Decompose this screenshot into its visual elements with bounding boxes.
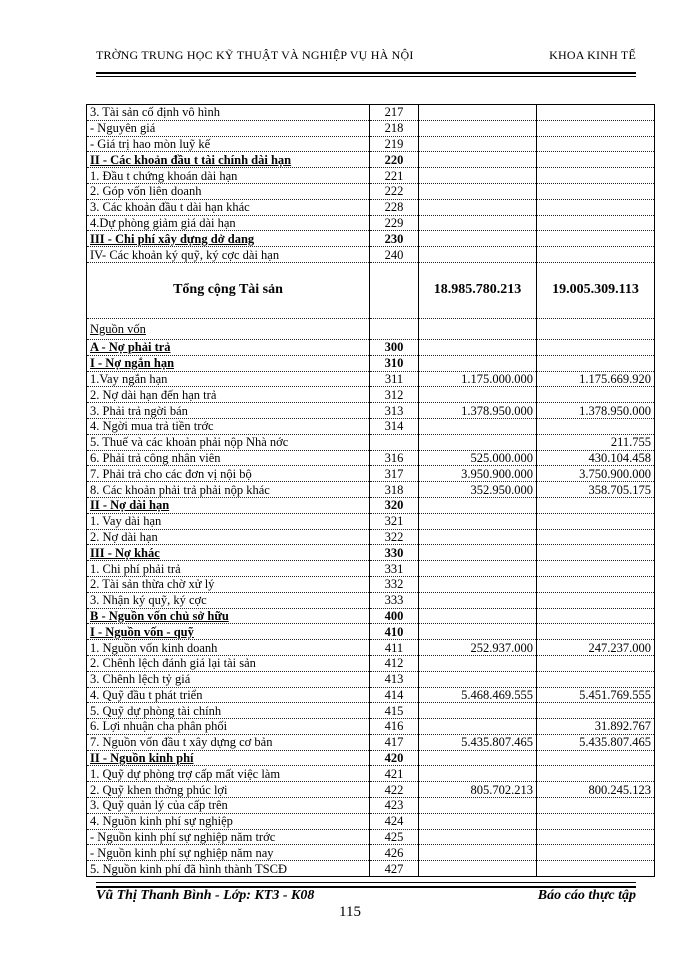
table-row (87, 183, 655, 199)
department-name: KHOA KINH TẾ (549, 48, 636, 62)
row-start-value: 1.175.000.000 (419, 371, 537, 387)
row-start-value (419, 766, 537, 782)
table-row (87, 545, 655, 561)
row-end-value: 19.005.309.113 (537, 262, 655, 318)
row-label: - Nguồn kinh phí sự nghiệp năm trớc (87, 829, 370, 845)
page-number: 115 (339, 904, 361, 920)
row-code: 217 (370, 105, 419, 121)
row-code (370, 434, 419, 450)
row-start-value (419, 355, 537, 371)
row-end-value (537, 813, 655, 829)
row-label: 4. Ngời mua trả tiền trớc (87, 418, 370, 434)
row-label: II - Các khoản đầu t tài chính dài hạn (87, 152, 370, 168)
table-row (87, 497, 655, 513)
row-label: 2. Quỹ khen thởng phúc lợi (87, 782, 370, 798)
row-start-value (419, 231, 537, 247)
table-row (87, 734, 655, 750)
row-code: 333 (370, 592, 419, 608)
row-start-value (419, 719, 537, 735)
row-start-value (419, 199, 537, 215)
row-start-value (419, 387, 537, 403)
row-end-value (537, 497, 655, 513)
row-label: 2. Nợ dài hạn (87, 529, 370, 545)
row-start-value (419, 529, 537, 545)
row-code: 412 (370, 655, 419, 671)
row-start-value: 525.000.000 (419, 450, 537, 466)
table-row (87, 371, 655, 387)
row-start-value (419, 513, 537, 529)
row-start-value (419, 105, 537, 121)
row-end-value: 211.755 (537, 434, 655, 450)
table-row (87, 798, 655, 814)
row-code: 222 (370, 183, 419, 199)
row-start-value (419, 829, 537, 845)
row-start-value: 805.702.213 (419, 782, 537, 798)
row-code: 317 (370, 466, 419, 482)
row-code: 322 (370, 529, 419, 545)
row-label: 5. Thuế và các khoản phải nộp Nhà nớc (87, 434, 370, 450)
row-start-value: 5.468.469.555 (419, 687, 537, 703)
row-start-value (419, 798, 537, 814)
row-label: 7. Phải trả cho các đơn vị nội bộ (87, 466, 370, 482)
row-start-value (419, 215, 537, 231)
table-row (87, 450, 655, 466)
row-label: 7. Nguồn vốn đầu t xây dựng cơ bản (87, 734, 370, 750)
table-row (87, 262, 655, 318)
row-start-value: 1.378.950.000 (419, 403, 537, 419)
table-row (87, 813, 655, 829)
row-start-value (419, 434, 537, 450)
row-start-value (419, 120, 537, 136)
row-start-value (419, 624, 537, 640)
table-row (87, 120, 655, 136)
row-start-value (419, 861, 537, 877)
row-code: 316 (370, 450, 419, 466)
row-code: 410 (370, 624, 419, 640)
row-start-value (419, 152, 537, 168)
author-line: Vũ Thị Thanh Bình - Lớp: KT3 - K08 (96, 888, 315, 903)
row-code: 425 (370, 829, 419, 845)
row-label: 1. Đầu t chứng khoán dài hạn (87, 168, 370, 184)
row-code: 219 (370, 136, 419, 152)
row-code: 415 (370, 703, 419, 719)
row-code: 421 (370, 766, 419, 782)
row-label: 2. Góp vốn liên doanh (87, 183, 370, 199)
row-code: 240 (370, 247, 419, 263)
row-end-value (537, 152, 655, 168)
row-start-value (419, 592, 537, 608)
row-start-value (419, 845, 537, 861)
row-code (370, 262, 419, 318)
row-start-value (419, 545, 537, 561)
table-row (87, 466, 655, 482)
table-row (87, 640, 655, 656)
table-row (87, 105, 655, 121)
row-label: II - Nợ dài hạn (87, 497, 370, 513)
row-start-value: 352.950.000 (419, 482, 537, 498)
row-end-value (537, 387, 655, 403)
row-end-value: 358.705.175 (537, 482, 655, 498)
table-row (87, 387, 655, 403)
row-code: 417 (370, 734, 419, 750)
row-label: Tổng cộng Tài sản (87, 262, 370, 318)
report-title: Báo cáo thực tập (537, 888, 636, 903)
row-end-value: 1.175.669.920 (537, 371, 655, 387)
row-end-value: 31.892.767 (537, 719, 655, 735)
table-row (87, 655, 655, 671)
row-label: 6. Phải trả công nhân viên (87, 450, 370, 466)
row-label: 2. Nợ dài hạn đến hạn trả (87, 387, 370, 403)
row-code: 331 (370, 561, 419, 577)
row-end-value (537, 120, 655, 136)
row-code: 330 (370, 545, 419, 561)
row-label: I - Nguồn vốn - quỹ (87, 624, 370, 640)
row-label: 8. Các khoản phải trả phải nộp khác (87, 482, 370, 498)
row-start-value: 5.435.807.465 (419, 734, 537, 750)
row-end-value: 5.435.807.465 (537, 734, 655, 750)
table-row (87, 355, 655, 371)
row-start-value (419, 247, 537, 263)
row-end-value (537, 750, 655, 766)
row-label: 4. Quỹ đầu t phát triển (87, 687, 370, 703)
row-end-value (537, 318, 655, 339)
table-row (87, 529, 655, 545)
row-end-value (537, 529, 655, 545)
row-end-value (537, 136, 655, 152)
row-label: 3. Quỹ quản lý của cấp trên (87, 798, 370, 814)
row-label: 1. Chi phí phải trả (87, 561, 370, 577)
table-row (87, 434, 655, 450)
row-end-value (537, 655, 655, 671)
row-start-value: 252.937.000 (419, 640, 537, 656)
footer-rule-thin (96, 882, 636, 883)
row-label: 1. Nguồn vốn kinh doanh (87, 640, 370, 656)
row-code: 414 (370, 687, 419, 703)
row-code: 218 (370, 120, 419, 136)
table-row (87, 418, 655, 434)
row-start-value (419, 703, 537, 719)
table-row (87, 561, 655, 577)
table-row (87, 845, 655, 861)
row-end-value: 247.237.000 (537, 640, 655, 656)
balance-sheet-table (86, 104, 655, 877)
row-label: 1. Quỹ dự phòng trợ cấp mất việc làm (87, 766, 370, 782)
row-label: A - Nợ phải trả (87, 339, 370, 355)
row-label: 4.Dự phòng giảm giá dài hạn (87, 215, 370, 231)
row-label: III - Chi phí xây dựng dở dang (87, 231, 370, 247)
row-end-value (537, 703, 655, 719)
row-start-value (419, 750, 537, 766)
table-row (87, 231, 655, 247)
row-code: 423 (370, 798, 419, 814)
row-end-value (537, 624, 655, 640)
table-row (87, 687, 655, 703)
row-label: - Nguồn kinh phí sự nghiệp năm nay (87, 845, 370, 861)
row-end-value (537, 215, 655, 231)
row-code: 229 (370, 215, 419, 231)
row-code: 422 (370, 782, 419, 798)
row-start-value: 3.950.900.000 (419, 466, 537, 482)
table-row (87, 215, 655, 231)
row-label: II - Nguồn kinh phí (87, 750, 370, 766)
row-end-value (537, 105, 655, 121)
row-end-value (537, 231, 655, 247)
row-end-value (537, 798, 655, 814)
row-end-value (537, 355, 655, 371)
row-end-value: 800.245.123 (537, 782, 655, 798)
row-code: 320 (370, 497, 419, 513)
row-label: - Nguyên giá (87, 120, 370, 136)
row-code: 312 (370, 387, 419, 403)
row-label: IV- Các khoản ký quỹ, ký cợc dài hạn (87, 247, 370, 263)
row-code: 220 (370, 152, 419, 168)
row-start-value (419, 576, 537, 592)
row-code: 300 (370, 339, 419, 355)
row-code: 310 (370, 355, 419, 371)
table-row (87, 766, 655, 782)
row-start-value (419, 813, 537, 829)
row-start-value: 18.985.780.213 (419, 262, 537, 318)
table-row (87, 608, 655, 624)
header-rule-thin (96, 76, 636, 77)
table-row (87, 782, 655, 798)
row-label: 1. Vay dài hạn (87, 513, 370, 529)
row-label: 3. Nhận ký quỹ, ký cợc (87, 592, 370, 608)
row-start-value (419, 183, 537, 199)
row-end-value (537, 861, 655, 877)
row-end-value (537, 247, 655, 263)
table-row (87, 136, 655, 152)
table-row (87, 247, 655, 263)
row-start-value (419, 168, 537, 184)
row-end-value (537, 545, 655, 561)
row-end-value (537, 829, 655, 845)
row-start-value (419, 561, 537, 577)
row-code: 413 (370, 671, 419, 687)
row-end-value (537, 592, 655, 608)
row-end-value: 430.104.458 (537, 450, 655, 466)
table-row (87, 199, 655, 215)
table-row (87, 576, 655, 592)
row-label: 5. Nguồn kinh phí đã hình thành TSCĐ (87, 861, 370, 877)
row-end-value (537, 199, 655, 215)
header-rule-thick (96, 72, 636, 74)
row-start-value (419, 655, 537, 671)
row-code: 427 (370, 861, 419, 877)
row-code: 411 (370, 640, 419, 656)
row-start-value (419, 418, 537, 434)
row-code: 313 (370, 403, 419, 419)
row-end-value (537, 766, 655, 782)
row-start-value (419, 136, 537, 152)
row-code: 332 (370, 576, 419, 592)
row-code: 318 (370, 482, 419, 498)
row-label: 3. Chênh lệch tỷ giá (87, 671, 370, 687)
row-end-value (537, 339, 655, 355)
row-end-value: 5.451.769.555 (537, 687, 655, 703)
row-label: 6. Lợi nhuận cha phân phối (87, 719, 370, 735)
row-code: 230 (370, 231, 419, 247)
row-label: 5. Quỹ dự phòng tài chính (87, 703, 370, 719)
row-end-value: 3.750.900.000 (537, 466, 655, 482)
row-label: 4. Nguồn kinh phí sự nghiệp (87, 813, 370, 829)
row-code: 314 (370, 418, 419, 434)
table-row (87, 719, 655, 735)
table-row (87, 861, 655, 877)
row-label: 3. Phải trả ngời bán (87, 403, 370, 419)
row-label: III - Nợ khác (87, 545, 370, 561)
table-row (87, 703, 655, 719)
table-row (87, 750, 655, 766)
row-end-value (537, 608, 655, 624)
row-label: 1.Vay ngắn hạn (87, 371, 370, 387)
row-end-value (537, 576, 655, 592)
table-row (87, 624, 655, 640)
school-name: TRỜNG TRUNG HỌC KỸ THUẬT VÀ NGHIỆP VỤ HÀ NỘI (96, 48, 414, 62)
row-code: 416 (370, 719, 419, 735)
row-code: 221 (370, 168, 419, 184)
row-end-value (537, 513, 655, 529)
row-start-value (419, 608, 537, 624)
row-code (370, 318, 419, 339)
row-code: 311 (370, 371, 419, 387)
table-row (87, 152, 655, 168)
row-end-value (537, 845, 655, 861)
page-header (96, 48, 636, 68)
row-start-value (419, 339, 537, 355)
table-row (87, 168, 655, 184)
row-label: - Giá trị hao mòn luỹ kế (87, 136, 370, 152)
row-end-value (537, 183, 655, 199)
table-row (87, 592, 655, 608)
row-label: Nguồn vốn (87, 318, 370, 339)
row-code: 400 (370, 608, 419, 624)
row-label: 3. Các khoản đầu t dài hạn khác (87, 199, 370, 215)
table-row (87, 671, 655, 687)
row-label: 2. Chênh lệch đánh giá lại tài sản (87, 655, 370, 671)
row-code: 321 (370, 513, 419, 529)
table-row (87, 829, 655, 845)
row-end-value: 1.378.950.000 (537, 403, 655, 419)
table-row (87, 482, 655, 498)
row-label: 2. Tài sản thừa chờ xử lý (87, 576, 370, 592)
row-end-value (537, 168, 655, 184)
table-row (87, 318, 655, 339)
row-start-value (419, 318, 537, 339)
row-code: 424 (370, 813, 419, 829)
row-label: 3. Tài sản cố định vô hình (87, 105, 370, 121)
row-code: 426 (370, 845, 419, 861)
table-row (87, 403, 655, 419)
row-code: 420 (370, 750, 419, 766)
row-end-value (537, 561, 655, 577)
row-label: I - Nợ ngắn hạn (87, 355, 370, 371)
row-start-value (419, 497, 537, 513)
table-row (87, 513, 655, 529)
row-label: B - Nguồn vốn chủ sở hữu (87, 608, 370, 624)
row-start-value (419, 671, 537, 687)
row-end-value (537, 671, 655, 687)
table-row (87, 339, 655, 355)
row-end-value (537, 418, 655, 434)
row-code: 228 (370, 199, 419, 215)
